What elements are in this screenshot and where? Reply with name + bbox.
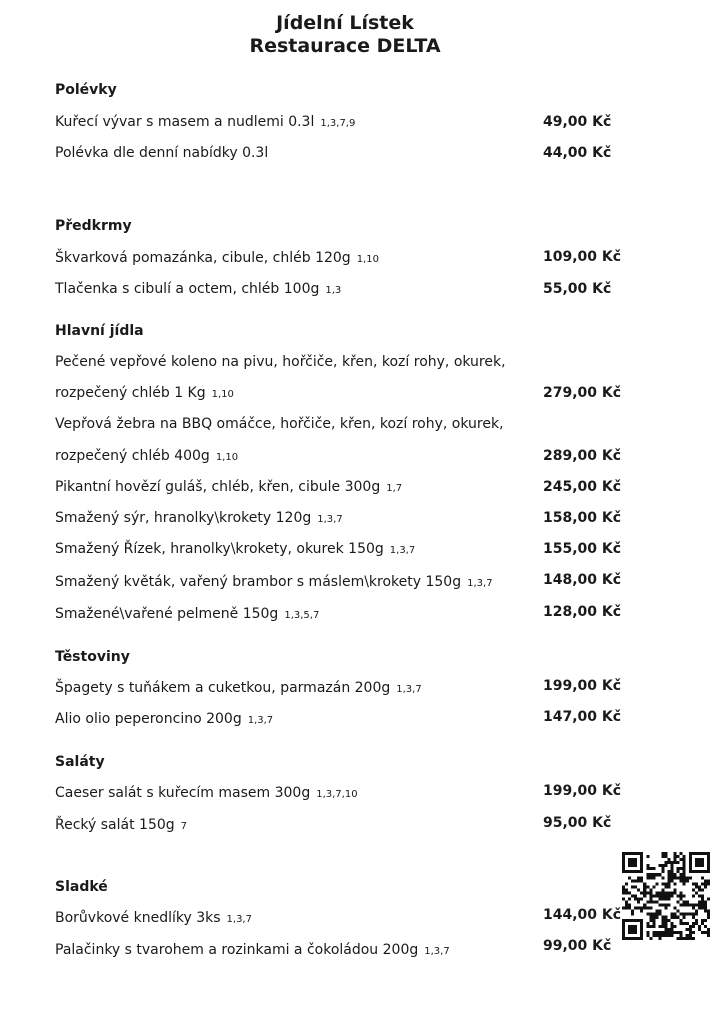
menu-item-price: 55,00 Kč — [543, 281, 612, 297]
allergens: 1,3,7 — [247, 715, 274, 726]
allergens: 1,10 — [211, 389, 234, 400]
menu-item-description: Vepřová žebra na BBQ omáčce, hořčiče, křen, kozí rohy, okurek, — [55, 416, 504, 432]
allergens: 1,3 — [325, 285, 342, 296]
menu-item-name: Caeser salát s kuřecím masem 300g 1,3,7,10 — [55, 785, 358, 801]
menu-item-name: Smažený sýr, hranolky\krokety 120g 1,3,7 — [55, 510, 343, 526]
section-heading-mains: Hlavní jídla — [55, 323, 144, 339]
menu-item-name: Pikantní hovězí guláš, chléb, křen, cibule 300g 1,7 — [55, 479, 403, 495]
section-heading-salads: Saláty — [55, 754, 105, 770]
menu-item-name: Borůvkové knedlíky 3ks 1,3,7 — [55, 910, 252, 926]
menu-item-name: Palačinky s tvarohem a rozinkami a čokoládou 200g 1,3,7 — [55, 942, 450, 958]
menu-item-price: 148,00 Kč — [543, 572, 622, 588]
menu-item-price: 289,00 Kč — [543, 448, 622, 464]
menu-item-name: Kuřecí vývar s masem a nudlemi 0.3l 1,3,7,9 — [55, 114, 356, 130]
allergens: 1,3,7 — [424, 946, 450, 957]
menu-item-name: Smažený Řízek, hranolky\krokety, okurek 150g 1,3,7 — [55, 541, 416, 557]
allergens: 1,3,7 — [226, 914, 252, 925]
section-heading-desserts: Sladké — [55, 879, 108, 895]
menu-item-price: 199,00 Kč — [543, 783, 622, 799]
allergens: 1,3,7 — [467, 578, 493, 589]
section-heading-soups: Polévky — [55, 82, 117, 98]
menu-item-name: Polévka dle denní nabídky 0.3l — [55, 145, 269, 161]
menu-item-price: 144,00 Kč — [543, 907, 622, 923]
qr-code-icon[interactable] — [622, 852, 710, 940]
menu-item-name: Škvarková pomazánka, cibule, chléb 120g 1,10 — [55, 250, 379, 266]
menu-item-price: 155,00 Kč — [543, 541, 622, 557]
menu-title-line1: Jídelní Lístek — [276, 12, 414, 34]
allergens: 1,3,7 — [389, 545, 416, 556]
menu-item-description: Pečené vepřové koleno na pivu, hořčiče, křen, kozí rohy, okurek, — [55, 354, 506, 370]
menu-item-name: Smažený květák, vařený brambor s máslem\krokety 150g 1,3,7 — [55, 574, 493, 590]
allergens: 1,3,7 — [317, 514, 343, 525]
allergens: 1,7 — [386, 483, 403, 494]
allergens: 1,10 — [215, 452, 239, 463]
menu-item-price: 199,00 Kč — [543, 678, 622, 694]
menu-item-price: 44,00 Kč — [543, 145, 612, 161]
menu-item-price: 95,00 Kč — [543, 815, 612, 831]
allergens: 1,3,7,9 — [320, 118, 356, 129]
allergens: 7 — [180, 821, 188, 832]
menu-item-price: 245,00 Kč — [543, 479, 622, 495]
menu-item-name: Tlačenka s cibulí a octem, chléb 100g 1,3 — [55, 281, 342, 297]
menu-item-name: rozpečený chléb 1 Kg 1,10 — [55, 385, 234, 401]
menu-item-name: Alio olio peperoncino 200g 1,3,7 — [55, 711, 274, 727]
menu-title — [0, 12, 690, 58]
menu-item-price: 158,00 Kč — [543, 510, 622, 526]
menu-item-price: 109,00 Kč — [543, 249, 622, 265]
section-heading-pasta: Těstoviny — [55, 649, 130, 665]
menu-item-price: 279,00 Kč — [543, 385, 622, 401]
menu-item-price: 99,00 Kč — [543, 938, 612, 954]
menu-item-name: rozpečený chléb 400g 1,10 — [55, 448, 239, 464]
allergens: 1,3,5,7 — [284, 610, 320, 621]
menu-item-name: Řecký salát 150g 7 — [55, 817, 188, 833]
allergens: 1,3,7,10 — [316, 789, 358, 800]
menu-item-price: 128,00 Kč — [543, 604, 622, 620]
allergens: 1,10 — [356, 254, 379, 265]
menu-item-name: Špagety s tuňákem a cuketkou, parmazán 200g 1,3,7 — [55, 680, 422, 696]
menu-item-name: Smažené\vařené pelmeně 150g 1,3,5,7 — [55, 606, 320, 622]
menu-item-price: 147,00 Kč — [543, 709, 622, 725]
restaurant-name: Restaurace DELTA — [249, 35, 441, 57]
section-heading-starters: Předkrmy — [55, 218, 132, 234]
allergens: 1,3,7 — [396, 684, 422, 695]
menu-item-price: 49,00 Kč — [543, 114, 612, 130]
